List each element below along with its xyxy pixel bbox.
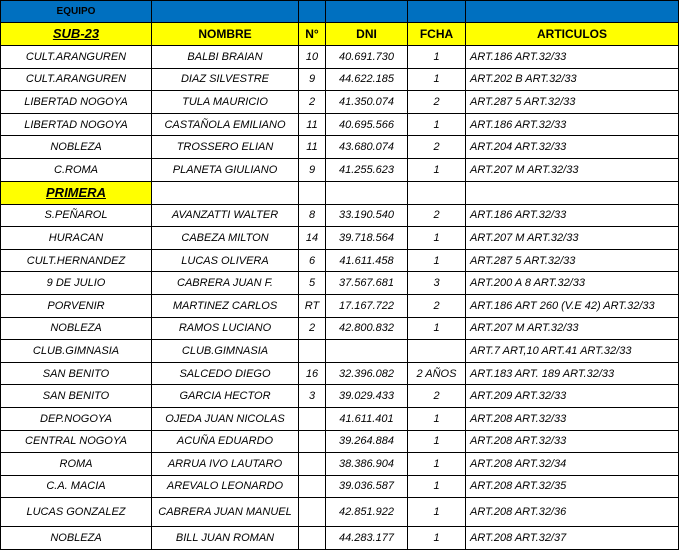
cell-nombre: LUCAS OLIVERA — [152, 249, 299, 272]
cell-fcha: 2 — [408, 91, 466, 114]
cell-articulos: ART.204 ART.32/33 — [466, 136, 679, 159]
cell-num: RT — [299, 294, 326, 317]
cell-nombre: CLUB.GIMNASIA — [152, 340, 299, 363]
cell-nombre: ARRUA IVO LAUTARO — [152, 453, 299, 476]
cell-equipo: PORVENIR — [1, 294, 152, 317]
cell-equipo: NOBLEZA — [1, 136, 152, 159]
table-row — [1, 113, 679, 136]
cell-equipo: NOBLEZA — [1, 527, 152, 550]
cell-num: 10 — [299, 46, 326, 69]
cell-num — [299, 407, 326, 430]
category-sub23: SUB-23 — [1, 23, 152, 46]
cell-fcha: 1 — [408, 498, 466, 527]
cell-dni: 43.680.074 — [326, 136, 408, 159]
cell-fcha: 1 — [408, 527, 466, 550]
title-row — [1, 1, 679, 23]
cell-equipo: C.A. MACIA — [1, 475, 152, 498]
cell-equipo: CLUB.GIMNASIA — [1, 340, 152, 363]
table-row — [1, 385, 679, 408]
cell-num: 2 — [299, 91, 326, 114]
cell-nombre: CABRERA JUAN MANUEL — [152, 498, 299, 527]
cell-dni: 33.190.540 — [326, 204, 408, 227]
cell-fcha: 1 — [408, 407, 466, 430]
cell-dni: 39.718.564 — [326, 227, 408, 250]
table-row — [1, 68, 679, 91]
table-row — [1, 272, 679, 295]
cell-dni: 42.851.922 — [326, 498, 408, 527]
table-row — [1, 430, 679, 453]
cell-dni: 44.622.185 — [326, 68, 408, 91]
cell-articulos: ART.208 ART.32/36 — [466, 498, 679, 527]
cell-fcha: 2 — [408, 136, 466, 159]
cell-equipo: CULT.ARANGUREN — [1, 46, 152, 69]
cell-dni: 40.695.566 — [326, 113, 408, 136]
cell-articulos: ART.208 ART.32/33 — [466, 407, 679, 430]
cell-articulos: ART.200 A 8 ART.32/33 — [466, 272, 679, 295]
cell-equipo: LIBERTAD NOGOYA — [1, 91, 152, 114]
table-row — [1, 340, 679, 363]
cell-nombre: ACUÑA EDUARDO — [152, 430, 299, 453]
cell-num — [299, 527, 326, 550]
cell-articulos: ART.186 ART 260 (V.E 42) ART.32/33 — [466, 294, 679, 317]
cell-equipo: 9 DE JULIO — [1, 272, 152, 295]
cell-fcha: 2 AÑOS — [408, 362, 466, 385]
cell-dni: 38.386.904 — [326, 453, 408, 476]
header-fcha: FCHA — [408, 23, 466, 46]
cell-nombre: PLANETA GIULIANO — [152, 158, 299, 181]
cell-equipo: CENTRAL NOGOYA — [1, 430, 152, 453]
cell-nombre: AVANZATTI WALTER — [152, 204, 299, 227]
cell-articulos: ART.208 ART.32/37 — [466, 527, 679, 550]
equipo-title: EQUIPO — [1, 1, 152, 23]
cell-articulos: ART.209 ART.32/33 — [466, 385, 679, 408]
cell-articulos: ART.186 ART.32/33 — [466, 46, 679, 69]
cell-dni: 41.611.458 — [326, 249, 408, 272]
table-row — [1, 91, 679, 114]
cell-nombre: BILL JUAN ROMAN — [152, 527, 299, 550]
cell-equipo: DEP.NOGOYA — [1, 407, 152, 430]
cell-nombre: OJEDA JUAN NICOLAS — [152, 407, 299, 430]
cell-num — [299, 340, 326, 363]
cell-fcha: 1 — [408, 227, 466, 250]
table-row — [1, 317, 679, 340]
cell-fcha: 1 — [408, 475, 466, 498]
cell-articulos: ART.207 M ART.32/33 — [466, 158, 679, 181]
table-row — [1, 136, 679, 159]
cell-articulos: ART.287 5 ART.32/33 — [466, 91, 679, 114]
cell-equipo: SAN BENITO — [1, 362, 152, 385]
cell-num: 16 — [299, 362, 326, 385]
cell-articulos: ART.207 M ART.32/33 — [466, 227, 679, 250]
cell-fcha: 1 — [408, 46, 466, 69]
table-row — [1, 46, 679, 69]
cell-articulos: ART.186 ART.32/33 — [466, 204, 679, 227]
cell-nombre: RAMOS LUCIANO — [152, 317, 299, 340]
cell-num: 11 — [299, 113, 326, 136]
cell-dni: 17.167.722 — [326, 294, 408, 317]
cell-articulos: ART.208 ART.32/33 — [466, 430, 679, 453]
cell-num: 9 — [299, 158, 326, 181]
cell-nombre: MARTINEZ CARLOS — [152, 294, 299, 317]
cell-equipo: LUCAS GONZALEZ — [1, 498, 152, 527]
cell-fcha: 3 — [408, 272, 466, 295]
table-row — [1, 475, 679, 498]
cell-num — [299, 453, 326, 476]
cell-dni: 42.800.832 — [326, 317, 408, 340]
cell-articulos: ART.208 ART.32/35 — [466, 475, 679, 498]
cell-num: 11 — [299, 136, 326, 159]
cell-fcha: 1 — [408, 113, 466, 136]
cell-dni: 41.350.074 — [326, 91, 408, 114]
cell-articulos: ART.287 5 ART.32/33 — [466, 249, 679, 272]
cell-fcha: 1 — [408, 158, 466, 181]
cell-fcha: 1 — [408, 430, 466, 453]
header-num: N° — [299, 23, 326, 46]
category-primera: PRIMERA — [1, 181, 152, 204]
cell-nombre: CASTAÑOLA EMILIANO — [152, 113, 299, 136]
cell-dni: 39.264.884 — [326, 430, 408, 453]
cell-num: 3 — [299, 385, 326, 408]
cell-dni — [326, 340, 408, 363]
cell-dni: 37.567.681 — [326, 272, 408, 295]
cell-nombre: BALBI BRAIAN — [152, 46, 299, 69]
table-row — [1, 453, 679, 476]
header-row — [1, 23, 679, 46]
cell-num — [299, 475, 326, 498]
table-row — [1, 407, 679, 430]
cell-fcha: 1 — [408, 453, 466, 476]
table-row — [1, 249, 679, 272]
cell-dni: 40.691.730 — [326, 46, 408, 69]
cell-articulos: ART.202 B ART.32/33 — [466, 68, 679, 91]
cell-nombre: CABEZA MILTON — [152, 227, 299, 250]
cell-articulos: ART.207 M ART.32/33 — [466, 317, 679, 340]
cell-equipo: S.PEÑAROL — [1, 204, 152, 227]
cell-dni: 41.611.401 — [326, 407, 408, 430]
cell-num — [299, 430, 326, 453]
cell-nombre: SALCEDO DIEGO — [152, 362, 299, 385]
cell-fcha: 1 — [408, 317, 466, 340]
cell-articulos: ART.186 ART.32/33 — [466, 113, 679, 136]
cell-articulos: ART.208 ART.32/34 — [466, 453, 679, 476]
header-articulos: ARTICULOS — [466, 23, 679, 46]
cell-equipo: CULT.HERNANDEZ — [1, 249, 152, 272]
header-dni: DNI — [326, 23, 408, 46]
header-nombre: NOMBRE — [152, 23, 299, 46]
cell-equipo: C.ROMA — [1, 158, 152, 181]
cell-nombre: TROSSERO ELIAN — [152, 136, 299, 159]
cell-equipo: NOBLEZA — [1, 317, 152, 340]
cell-num — [299, 498, 326, 527]
cell-num: 2 — [299, 317, 326, 340]
cell-fcha: 2 — [408, 294, 466, 317]
table-row — [1, 498, 679, 527]
cell-articulos: ART.183 ART. 189 ART.32/33 — [466, 362, 679, 385]
cell-nombre: TULA MAURICIO — [152, 91, 299, 114]
section-row-primera — [1, 181, 679, 204]
cell-nombre: AREVALO LEONARDO — [152, 475, 299, 498]
cell-equipo: CULT.ARANGUREN — [1, 68, 152, 91]
cell-num: 5 — [299, 272, 326, 295]
cell-equipo: HURACAN — [1, 227, 152, 250]
cell-equipo: SAN BENITO — [1, 385, 152, 408]
cell-nombre: GARCIA HECTOR — [152, 385, 299, 408]
table-row — [1, 527, 679, 550]
cell-num: 8 — [299, 204, 326, 227]
cell-fcha: 1 — [408, 68, 466, 91]
cell-num: 14 — [299, 227, 326, 250]
cell-dni: 44.283.177 — [326, 527, 408, 550]
cell-dni: 32.396.082 — [326, 362, 408, 385]
cell-num: 9 — [299, 68, 326, 91]
cell-articulos: ART.7 ART,10 ART.41 ART.32/33 — [466, 340, 679, 363]
cell-fcha: 2 — [408, 204, 466, 227]
table-row — [1, 204, 679, 227]
cell-fcha: 2 — [408, 385, 466, 408]
cell-fcha: 1 — [408, 249, 466, 272]
table-row — [1, 294, 679, 317]
table-row — [1, 158, 679, 181]
cell-equipo: ROMA — [1, 453, 152, 476]
cell-equipo: LIBERTAD NOGOYA — [1, 113, 152, 136]
cell-dni: 41.255.623 — [326, 158, 408, 181]
cell-dni: 39.036.587 — [326, 475, 408, 498]
cell-nombre: DIAZ SILVESTRE — [152, 68, 299, 91]
cell-nombre: CABRERA JUAN F. — [152, 272, 299, 295]
cell-fcha — [408, 340, 466, 363]
cell-dni: 39.029.433 — [326, 385, 408, 408]
table-row — [1, 227, 679, 250]
table-row — [1, 362, 679, 385]
cell-num: 6 — [299, 249, 326, 272]
